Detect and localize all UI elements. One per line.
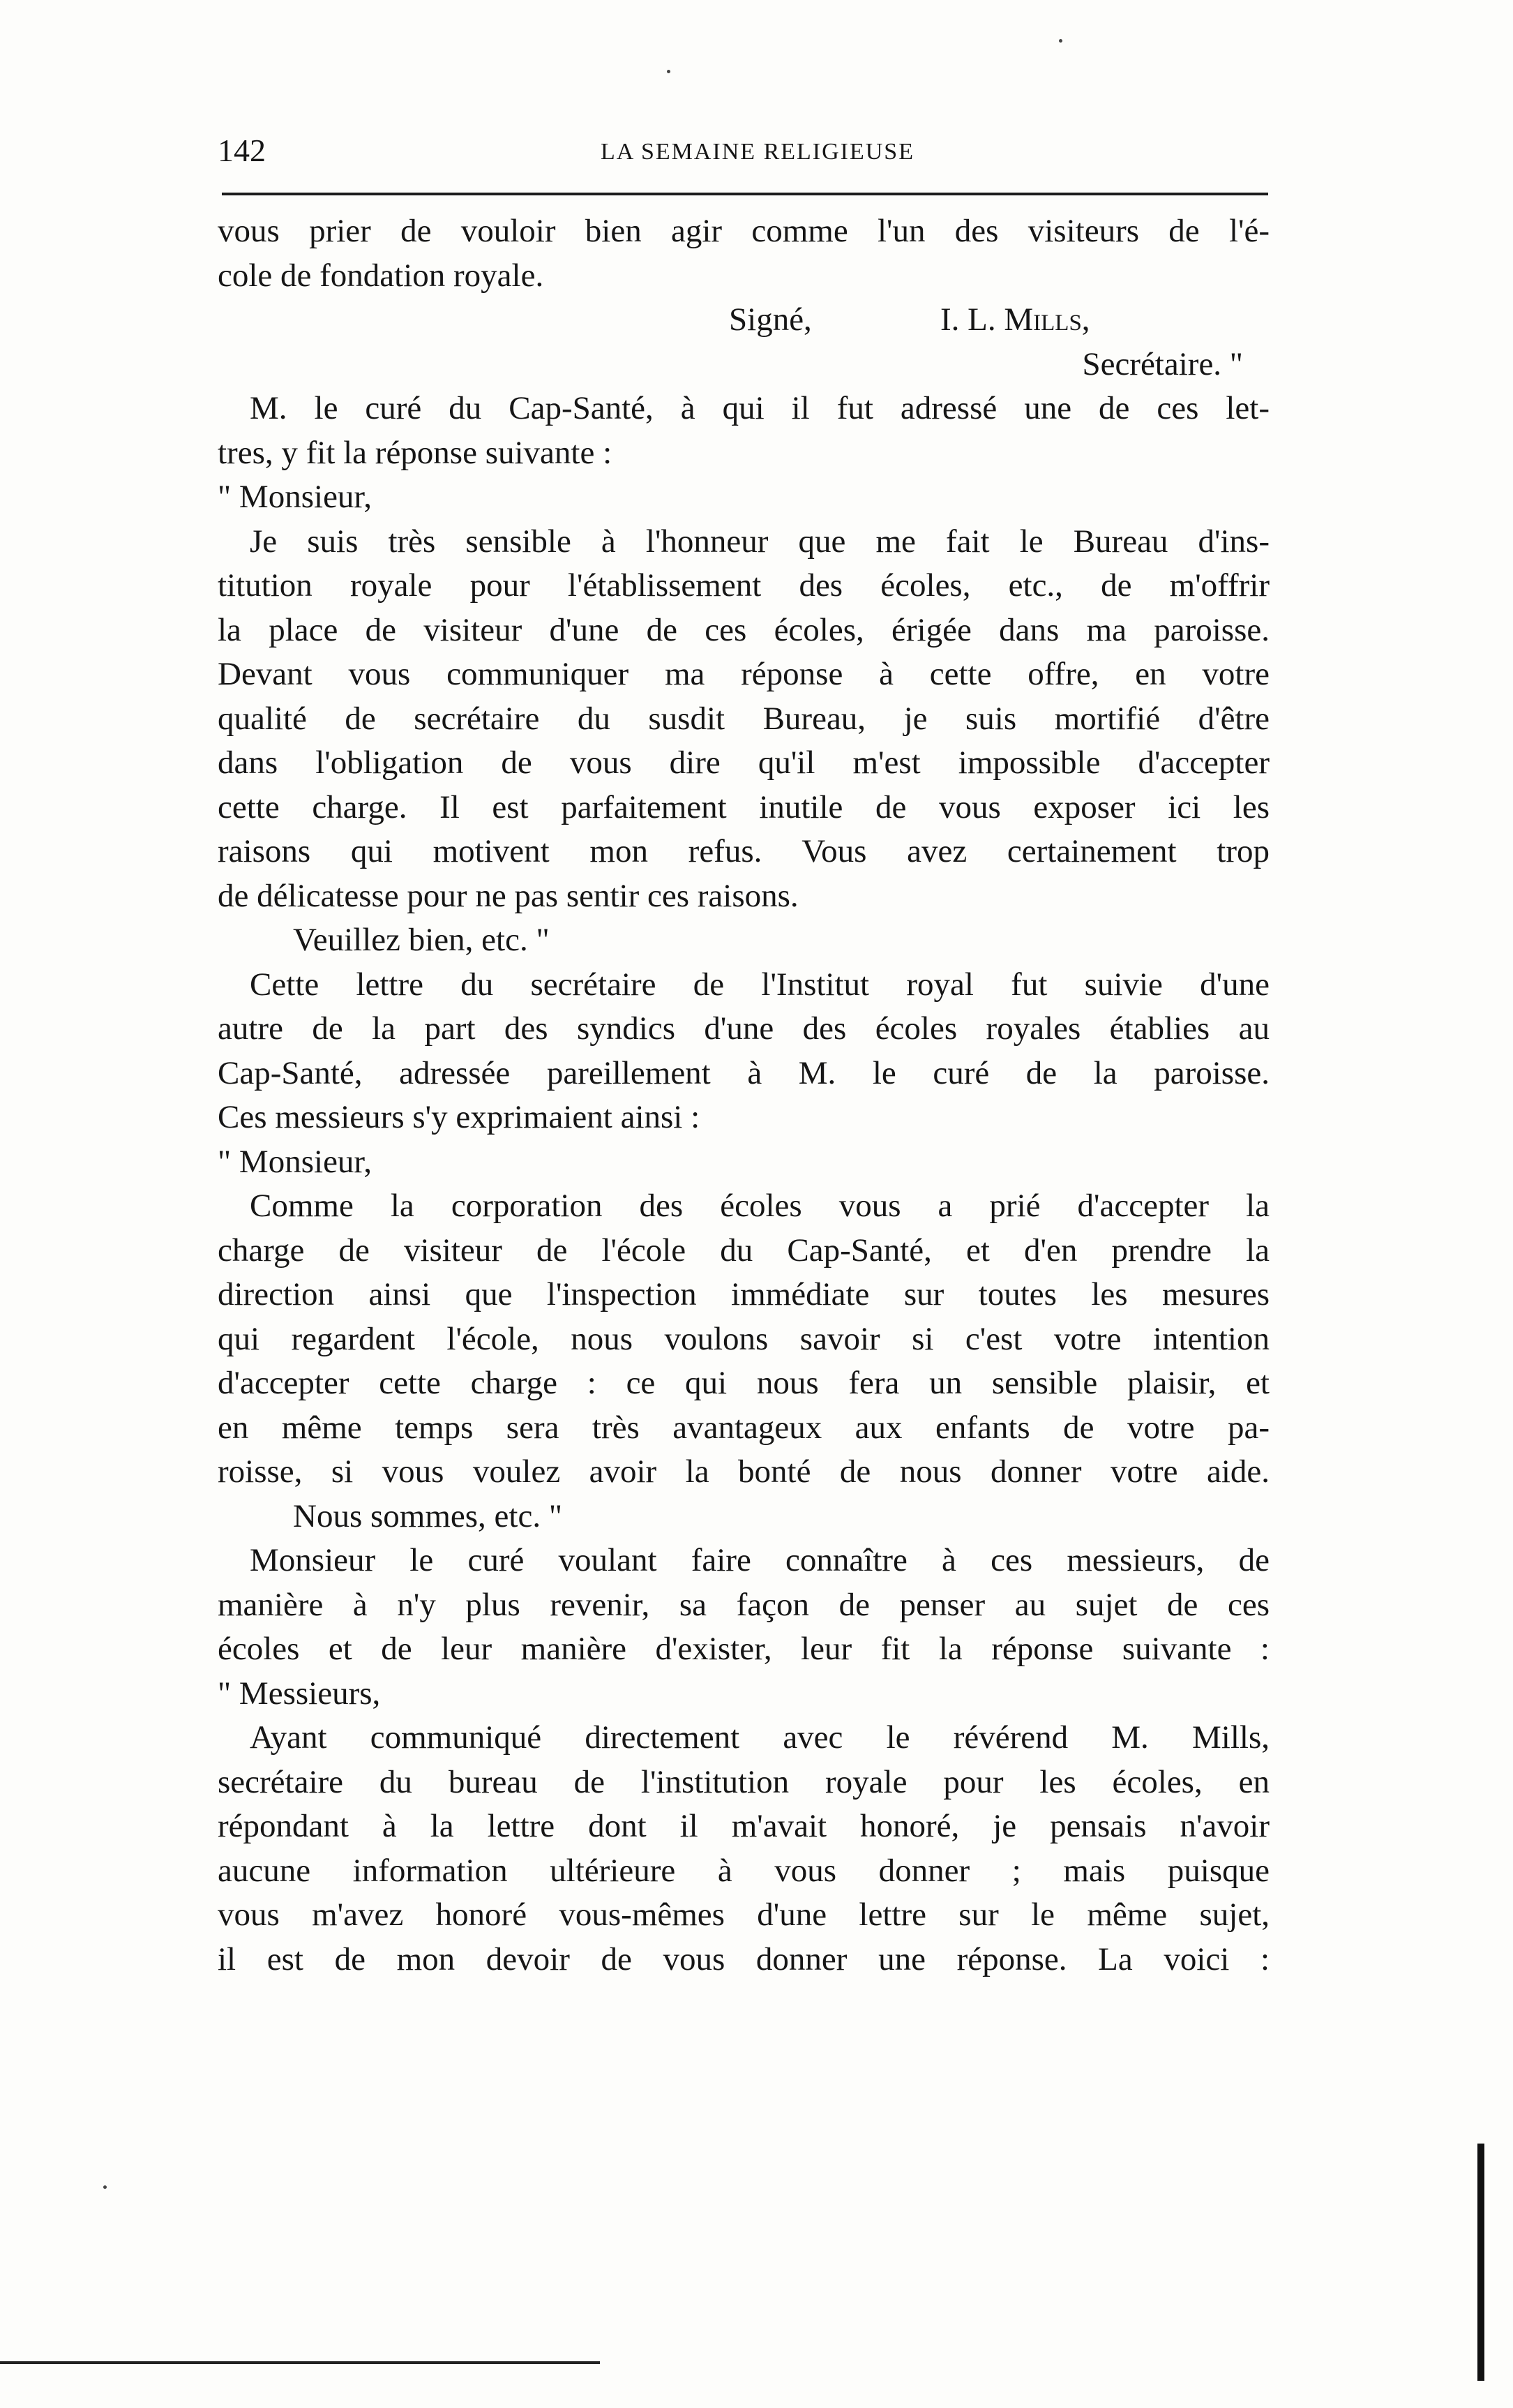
text-line: charge de visiteur de l'école du Cap-Santé, et d'en prendre la [218,1232,1270,1269]
text-line: aucune information ultérieure à vous donner ; mais puisque [218,1852,1270,1889]
signature-label: Signé, [729,301,812,338]
text-line: Monsieur le curé voulant faire connaître à ces messieurs, de [250,1542,1270,1578]
text-line: Ces messieurs s'y exprimaient ainsi : [218,1099,700,1135]
signatory-name: I. L. Mills, [940,301,1090,338]
scan-speck [667,70,670,73]
text-line: raisons qui motivent mon refus. Vous avez certainement trop [218,833,1270,869]
text-line: de délicatesse pour ne pas sentir ces raisons. [218,877,799,914]
text-line: M. le curé du Cap-Santé, à qui il fut adressé une de ces let- [250,390,1270,426]
scan-edge-bar [1477,2144,1484,2381]
text-line: " Monsieur, [218,1143,372,1180]
text-line: il est de mon devoir de vous donner une réponse. La voici : [218,1940,1270,1977]
text-line: titution royale pour l'établissement des écoles, etc., de m'offrir [218,567,1270,604]
body-text [218,209,1270,1982]
text-line: Secrétaire. " [1082,345,1243,382]
text-line: d'accepter cette charge : ce qui nous fera un sensible plaisir, et [218,1365,1270,1401]
text-line: Ayant communiqué directement avec le révérend M. Mills, [250,1719,1270,1756]
text-line: qui regardent l'école, nous voulons savoir si c'est votre intention [218,1320,1270,1357]
text-line: manière à n'y plus revenir, sa façon de penser au sujet de ces [218,1586,1270,1623]
text-line: roisse, si vous voulez avoir la bonté de nous donner votre aide. [218,1453,1270,1490]
text-line: Je suis très sensible à l'honneur que me fait le Bureau d'ins- [250,523,1270,560]
text-line: écoles et de leur manière d'exister, leur fit la réponse suivante : [218,1631,1270,1667]
header-rule [222,193,1268,195]
text-line: en même temps sera très avantageux aux enfants de votre pa- [218,1409,1270,1446]
text-line: " Messieurs, [218,1675,381,1712]
text-line: Veuillez bien, etc. " [293,922,550,958]
text-line: la place de visiteur d'une de ces écoles, érigée dans ma paroisse. [218,611,1270,648]
text-line: vous m'avez honoré vous-mêmes d'une lettre sur le même sujet, [218,1897,1270,1933]
running-head: LA SEMAINE RELIGIEUSE [601,139,914,165]
text-line: dans l'obligation de vous dire qu'il m'est impossible d'accepter [218,745,1270,781]
text-line: secrétaire du bureau de l'institution royale pour les écoles, en [218,1763,1270,1800]
page-header [218,130,1270,172]
text-line: Cap-Santé, adressée pareillement à M. le curé de la paroisse. [218,1054,1270,1091]
signature-line [218,298,1270,343]
scan-speck [103,2185,107,2189]
text-line: tres, y fit la réponse suivante : [218,434,612,471]
text-line: cole de fondation royale. [218,257,544,294]
text-line: Cette lettre du secrétaire de l'Institut royal fut suivie d'une [250,966,1270,1003]
text-line: cette charge. Il est parfaitement inutile de vous exposer ici les [218,788,1270,825]
text-line: qualité de secrétaire du susdit Bureau, je suis mortifié d'être [218,700,1270,737]
text-line: direction ainsi que l'inspection immédiate sur toutes les mesures [218,1276,1270,1313]
text-line: " Monsieur, [218,479,372,515]
text-line: vous prier de vouloir bien agir comme l'un des visiteurs de l'é- [218,213,1270,249]
text-line: Comme la corporation des écoles vous a prié d'accepter la [250,1188,1270,1224]
bottom-left-rule [0,2361,600,2364]
text-line: Devant vous communiquer ma réponse à cette offre, en votre [218,656,1270,692]
text-line: Nous sommes, etc. " [293,1497,563,1534]
page-number: 142 [218,133,266,168]
text-line: répondant à la lettre dont il m'avait honoré, je pensais n'avoir [218,1808,1270,1844]
scan-speck [1059,39,1062,43]
text-line: autre de la part des syndics d'une des écoles royales établies au [218,1010,1270,1047]
